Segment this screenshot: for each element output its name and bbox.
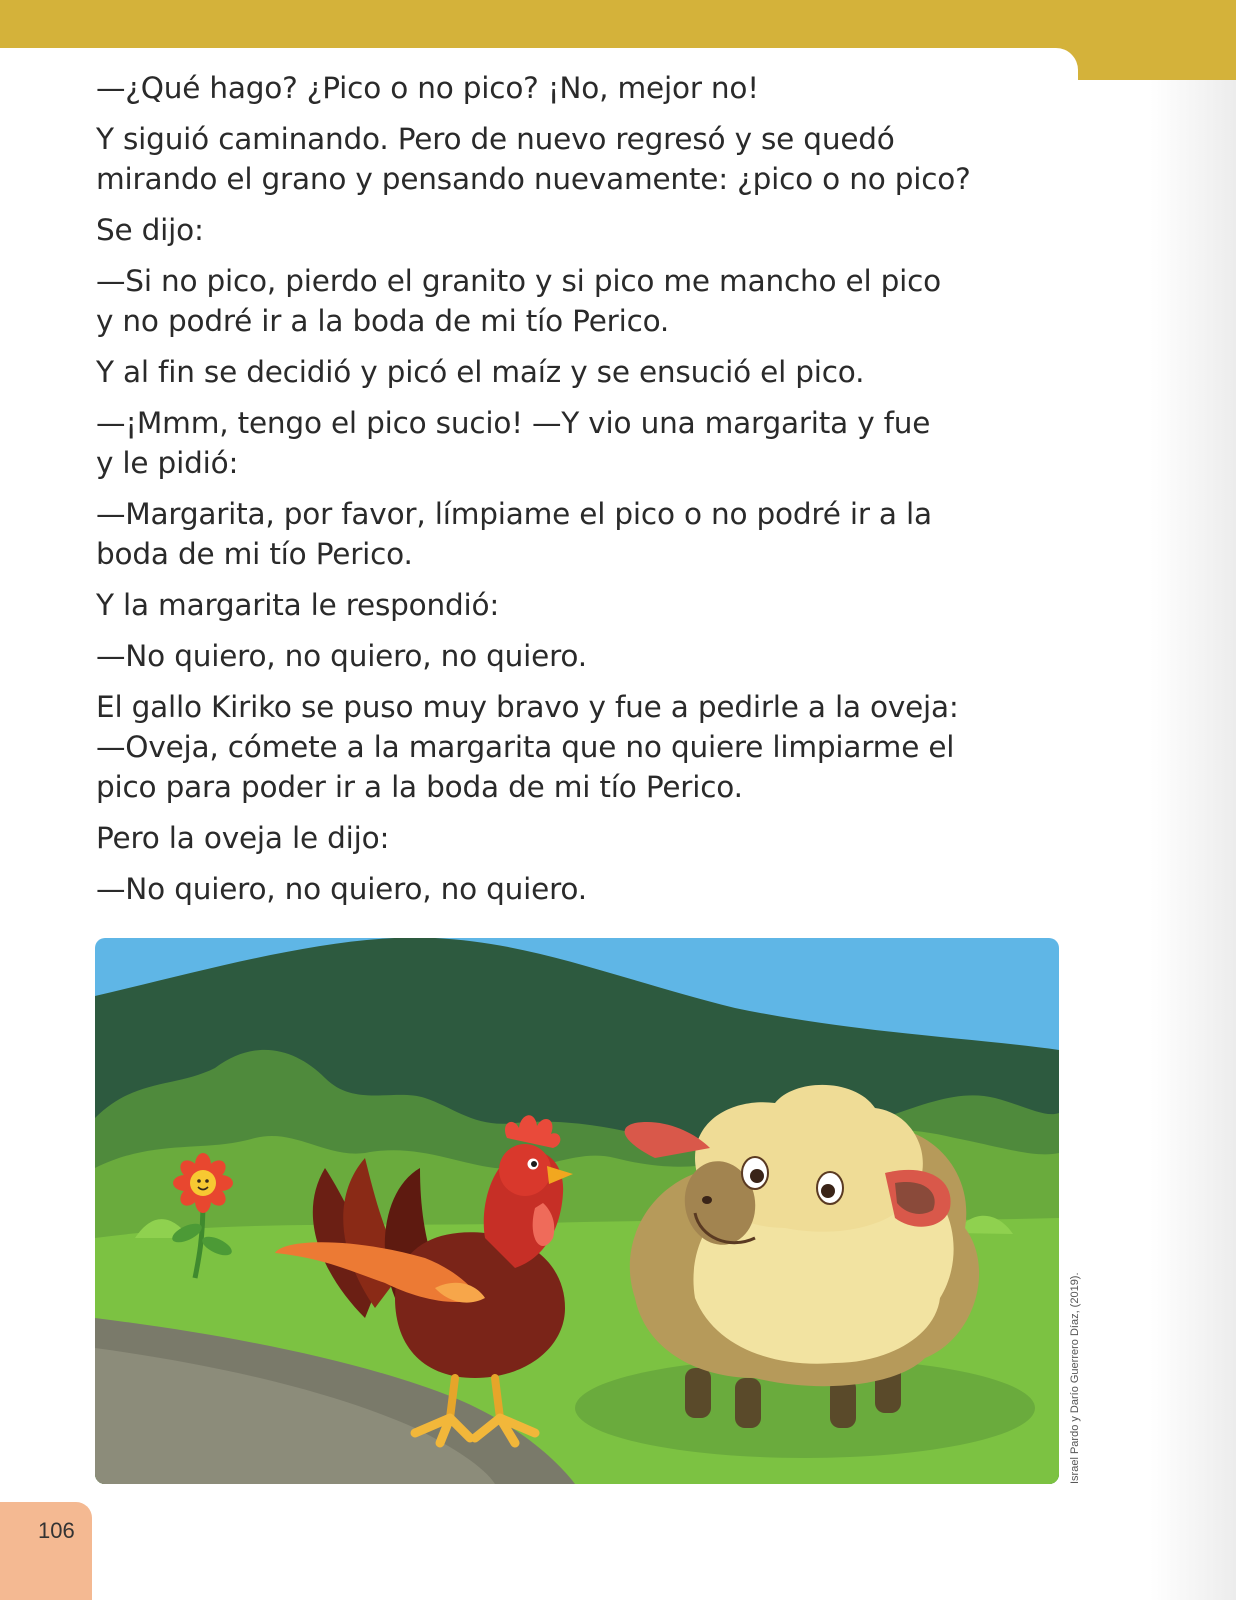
story-paragraph: Y al fin se decidió y picó el maíz y se ensució el pico. bbox=[96, 355, 865, 389]
story-paragraph: Se dijo: bbox=[96, 213, 204, 247]
illustration-scene bbox=[95, 938, 1059, 1484]
story-text bbox=[96, 68, 1056, 920]
story-paragraph: —Margarita, por favor, límpiame el pico o no podré ir a la boda de mi tío Perico. bbox=[96, 497, 932, 571]
story-paragraph: —Oveja, cómete a la margarita que no quiere limpiarme el pico para poder ir a la boda de mi tío Perico. bbox=[96, 730, 955, 804]
story-paragraph: Y siguió caminando. Pero de nuevo regresó y se quedó mirando el grano y pensando nuevamente: ¿pico o no pico? bbox=[96, 122, 971, 196]
story-paragraph: Pero la oveja le dijo: bbox=[96, 821, 390, 855]
page-number: 106 bbox=[38, 1518, 75, 1543]
story-paragraph: El gallo Kiriko se puso muy bravo y fue a pedirle a la oveja: bbox=[96, 690, 959, 724]
story-paragraph: —¿Qué hago? ¿Pico o no pico? ¡No, mejor no! bbox=[96, 71, 759, 105]
illustration-credit: Israel Pardo y Darío Guerrero Díaz, (2019). bbox=[1069, 1272, 1081, 1484]
page-number-tab bbox=[0, 1502, 92, 1600]
story-paragraph: Y la margarita le respondió: bbox=[96, 588, 500, 622]
story-paragraph: —No quiero, no quiero, no quiero. bbox=[96, 872, 587, 906]
page-edge bbox=[1150, 80, 1236, 1600]
story-paragraph: —Si no pico, pierdo el granito y si pico me mancho el pico y no podré ir a la boda de mi tío Perico. bbox=[96, 264, 942, 338]
story-paragraph: —No quiero, no quiero, no quiero. bbox=[96, 639, 587, 673]
story-illustration bbox=[95, 938, 1059, 1484]
story-paragraph: —¡Mmm, tengo el pico sucio! —Y vio una margarita y fue y le pidió: bbox=[96, 406, 931, 480]
